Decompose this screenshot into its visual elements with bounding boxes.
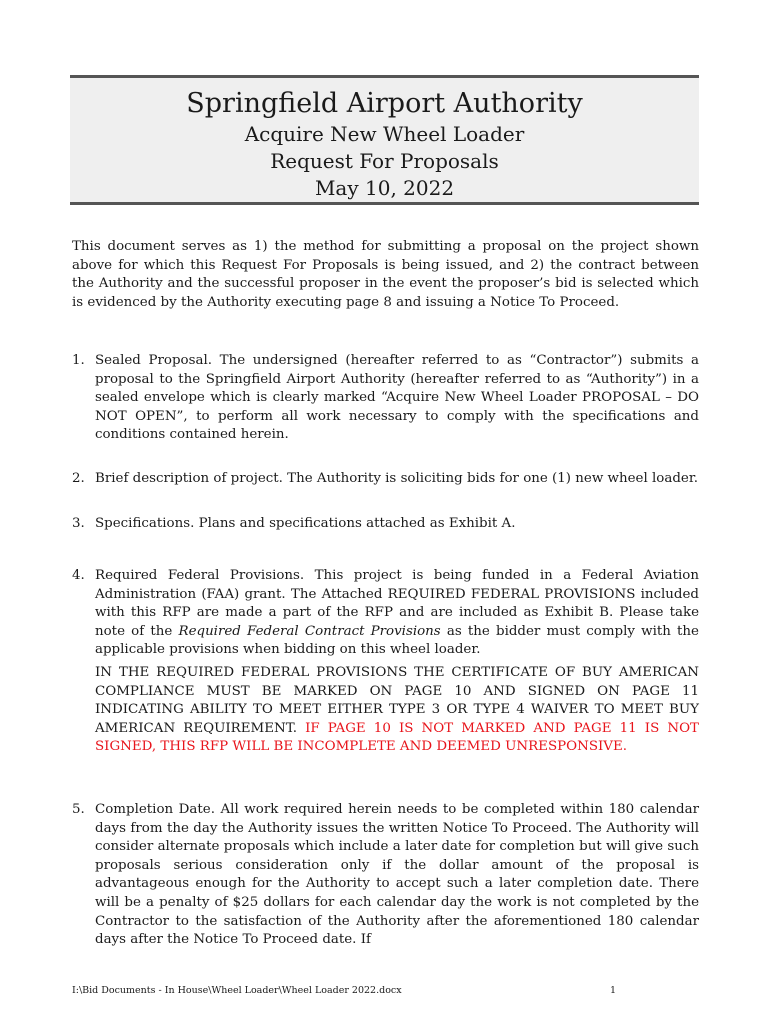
section-text: Sealed Proposal. The undersigned (hereafter referred to as “Contractor”) submits a proposal to the Springfield Airport Authority (hereafter referred to as “Authority”) in a sealed envelope which is clearly marked “Acquire New Wheel Loader PROPOSAL – DO NOT OPEN”, to perform all work necessary to comply with the specifications and conditions contained herein. (95, 353, 699, 443)
unresponsive-warning: IF PAGE 10 IS NOT MARKED AND PAGE 11 IS NOT SIGNED, THIS RFP WILL BE INCOMPLETE AND DEEMED UNRESPONSIVE. (95, 720, 699, 755)
section-specifications (72, 515, 699, 534)
section-text: Brief description of project. The Authority is soliciting bids for one (1) new wheel loader. (95, 471, 699, 486)
section-number: 5. (72, 802, 85, 817)
section-number: 1. (72, 353, 85, 368)
section-text (95, 567, 699, 660)
title-banner (70, 75, 699, 205)
section-number: 2. (72, 471, 85, 486)
section-sealed-proposal (72, 352, 699, 445)
section-text-b: as the bidder must comply with the applicable provisions when bidding on this wheel loader. (95, 623, 699, 658)
section-number: 4. (72, 568, 85, 583)
section-number: 3. (72, 516, 85, 531)
buy-american-notice (95, 664, 699, 757)
section-completion-date (72, 801, 699, 950)
footer-file-path: I:\Bid Documents - In House\Wheel Loader\Wheel Loader 2022.docx (72, 985, 402, 996)
document-title: Springfield Airport Authority (186, 88, 583, 119)
footer-page-number: 1 (610, 985, 617, 996)
section-text: Specifications. Plans and specifications attached as Exhibit A. (95, 516, 516, 531)
section-text: Completion Date. All work required herein needs to be completed within 180 calendar days from the day the Authority issues the written Notice To Proceed. The Authority will consider alternate proposals which include a later date for completion but will give such proposals serious consideration only if the dollar amount of the proposal is advantageous enough for the Authority to accept such a later completion date. There will be a penalty of $25 dollars for each calendar day the work is not completed by the Contractor to the satisfaction of the Authority after the aforementioned 180 calendar days after the Notice To Proceed date. If (95, 802, 699, 948)
section-text-a: Required Federal Provisions. This project is being funded in a Federal Aviation Administration (FAA) grant. The Attached REQUIRED FEDERAL PROVISIONS included with this RFP are made a part of the RFP and are included as Exhibit B. Please take note of the (95, 568, 699, 639)
document-type: Request For Proposals (270, 149, 499, 173)
document-date: May 10, 2022 (314, 176, 455, 200)
project-name: Acquire New Wheel Loader (244, 122, 525, 146)
intro-paragraph: This document serves as 1) the method for submitting a proposal on the project shown above for which this Request For Proposals is being issued, and 2) the contract between the Authority and the successful proposer in the event the proposer’s bid is selected which is evidenced by the Authority executing page 8 and issuing a Notice To Proceed. (72, 239, 699, 310)
buy-american-text: IN THE REQUIRED FEDERAL PROVISIONS THE CERTIFICATE OF BUY AMERICAN COMPLIANCE MUST BE MARKED ON PAGE 10 AND SIGNED ON PAGE 11 INDICATING ABILITY TO MEET EITHER TYPE 3 OR TYPE 4 WAIVER TO MEET BUY AMERICAN REQUIREMENT. (95, 664, 699, 736)
italic-reference: Required Federal Contract Provisions (178, 623, 441, 639)
section-brief-description (72, 470, 699, 489)
section-federal-provisions (72, 567, 699, 757)
